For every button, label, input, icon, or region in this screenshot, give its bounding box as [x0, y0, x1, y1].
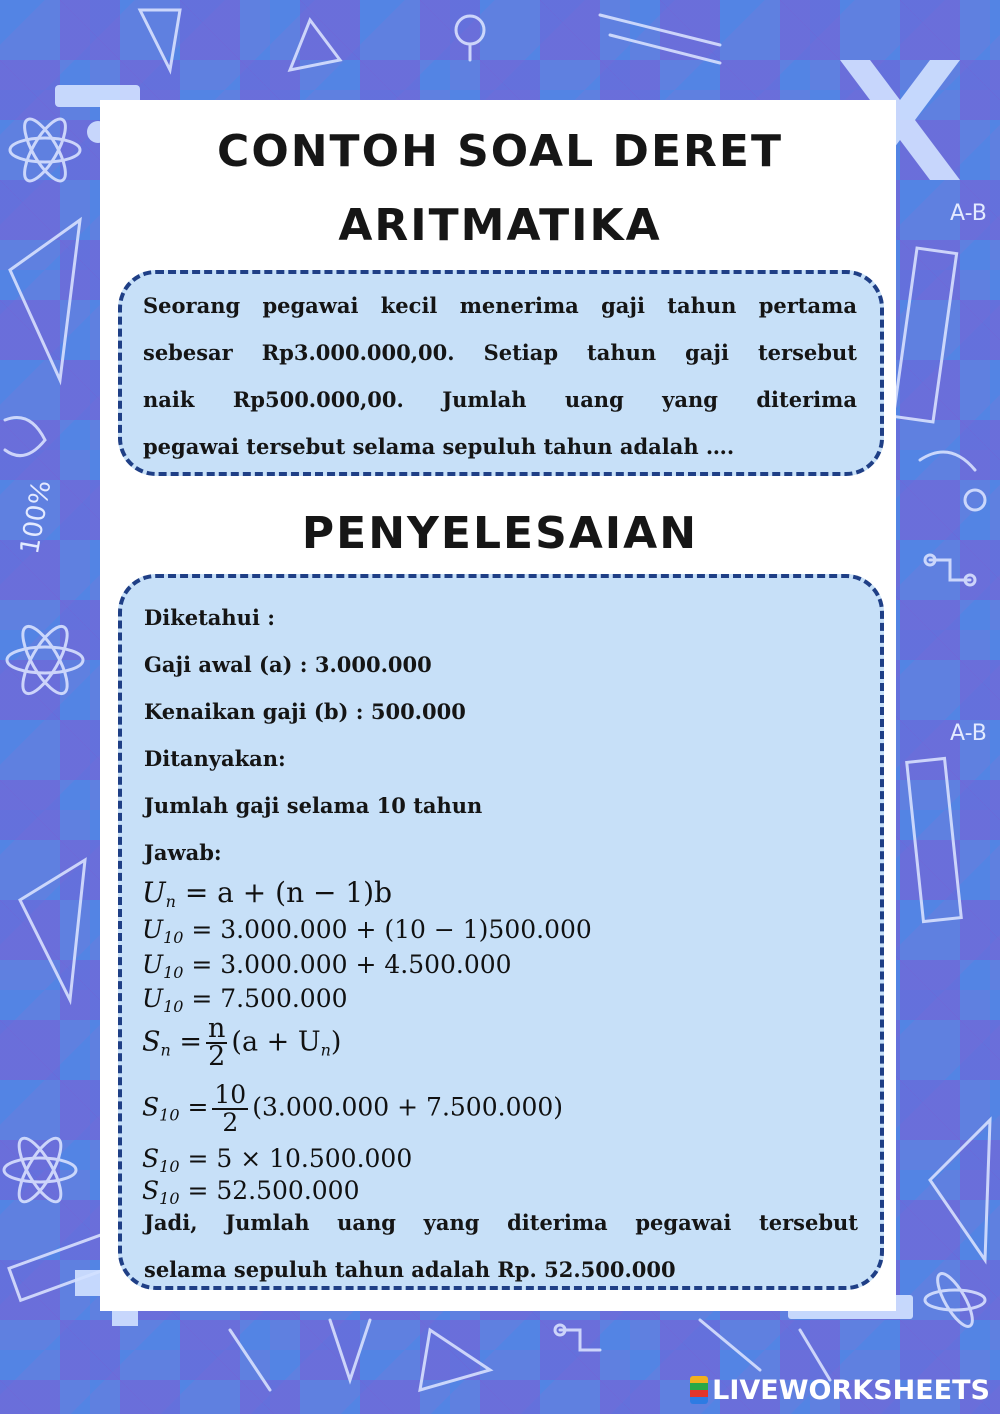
solution-givens [144, 594, 482, 876]
word: yang [423, 1210, 480, 1235]
problem-line-1 [143, 282, 857, 329]
denominator: 2 [208, 1041, 226, 1072]
problem-line-3 [143, 376, 857, 423]
problem-line-4: pegawai tersebut selama sepuluh tahun adalah …. [143, 434, 735, 459]
word: sebesar [143, 340, 233, 365]
word: naik [143, 387, 195, 412]
word: pegawai [262, 293, 359, 318]
fraction [212, 1082, 248, 1136]
word: menerima [459, 293, 579, 318]
equation-sn: $S_n$ = $\frac{n}{2}$ $(a + U_n)$ [142, 1013, 342, 1072]
watermark-text: LIVEWORKSHEETS [712, 1374, 990, 1406]
word: gaji [685, 340, 729, 365]
word: uang [337, 1210, 396, 1235]
equation-text: = 7.500.000 [183, 984, 348, 1013]
equation-text: = 3.000.000 + 4.500.000 [183, 950, 512, 979]
equation-text: = 3.000.000 + (10 − 1)500.000 [183, 915, 592, 944]
salary-raise: Kenaikan gaji (b) : 500.000 [144, 699, 466, 724]
problem-text [143, 282, 857, 470]
known-label: Diketahui : [144, 605, 275, 630]
equation-u10-simplify: $U_{10} = 3.000.000 + 4.500.000$ [142, 950, 512, 982]
word: diterima [756, 387, 857, 412]
page-title-line-1: CONTOH SOAL DERET [217, 126, 783, 177]
equation-text: (a + U [231, 1026, 321, 1058]
conclusion [144, 1199, 858, 1293]
word: gaji [601, 293, 645, 318]
word: tahun [667, 293, 737, 318]
equation-u10-substitute: $U_{10} = 3.000.000 + (10 - 1)500.000$ [142, 915, 592, 947]
word: uang [564, 387, 624, 412]
word: yang [662, 387, 718, 412]
numerator: n [208, 1013, 226, 1044]
word: pertama [758, 293, 857, 318]
equation-text: = 5 × 10.500.000 [179, 1144, 413, 1173]
conclusion-line-2: selama sepuluh tahun adalah Rp. 52.500.000 [144, 1257, 676, 1282]
equation-text: = a + (n − 1)b [175, 876, 393, 909]
word: pegawai [635, 1210, 732, 1235]
word: Jumlah [442, 387, 527, 412]
word: Jumlah [225, 1210, 310, 1235]
word: Setiap [483, 340, 559, 365]
word: tersebut [759, 1210, 858, 1235]
word: Rp3.000.000,00. [261, 340, 455, 365]
numerator: 10 [214, 1080, 247, 1109]
equation-s10-substitute: $S_{10}$ = $\frac{10}{2}$ (3.000.000 + 7.500.000) [142, 1080, 564, 1137]
initial-salary: Gaji awal (a) : 3.000.000 [144, 652, 432, 677]
asked-value: Jumlah gaji selama 10 tahun [144, 793, 483, 818]
svg-text:A-B: A-B [950, 721, 987, 746]
word: tersebut [757, 340, 857, 365]
svg-text:A-B: A-B [950, 201, 987, 226]
word: Seorang [143, 293, 241, 318]
equation-text: = 52.500.000 [179, 1176, 360, 1205]
equation-text: (3.000.000 + 7.500.000) [252, 1092, 564, 1122]
fraction [206, 1013, 227, 1072]
svg-text:100%: 100% [14, 478, 58, 557]
asked-label: Ditanyakan: [144, 746, 286, 771]
word: kecil [380, 293, 438, 318]
liveworksheets-logo-icon [690, 1376, 708, 1404]
answer-label: Jawab: [144, 840, 222, 865]
word: Jadi, [144, 1210, 198, 1235]
equation-u10-result: $U_{10} = 7.500.000$ [142, 984, 348, 1016]
denominator: 2 [222, 1108, 239, 1137]
page-title-line-2: ARITMATIKA [338, 200, 662, 251]
problem-line-2 [143, 329, 857, 376]
word: tahun [587, 340, 657, 365]
word: Rp500.000,00. [232, 387, 404, 412]
equation-s10-multiply: $S_{10} = 5 \times 10.500.000$ [142, 1144, 413, 1176]
equation-un: $U_n = a + (n - 1)b$ [142, 876, 393, 911]
conclusion-line-1 [144, 1199, 858, 1246]
liveworksheets-watermark[interactable] [690, 1374, 990, 1406]
word: diterima [507, 1210, 608, 1235]
equation-s10-result: $S_{10} = 52.500.000$ [142, 1176, 360, 1208]
solution-heading: PENYELESAIAN [301, 508, 699, 559]
